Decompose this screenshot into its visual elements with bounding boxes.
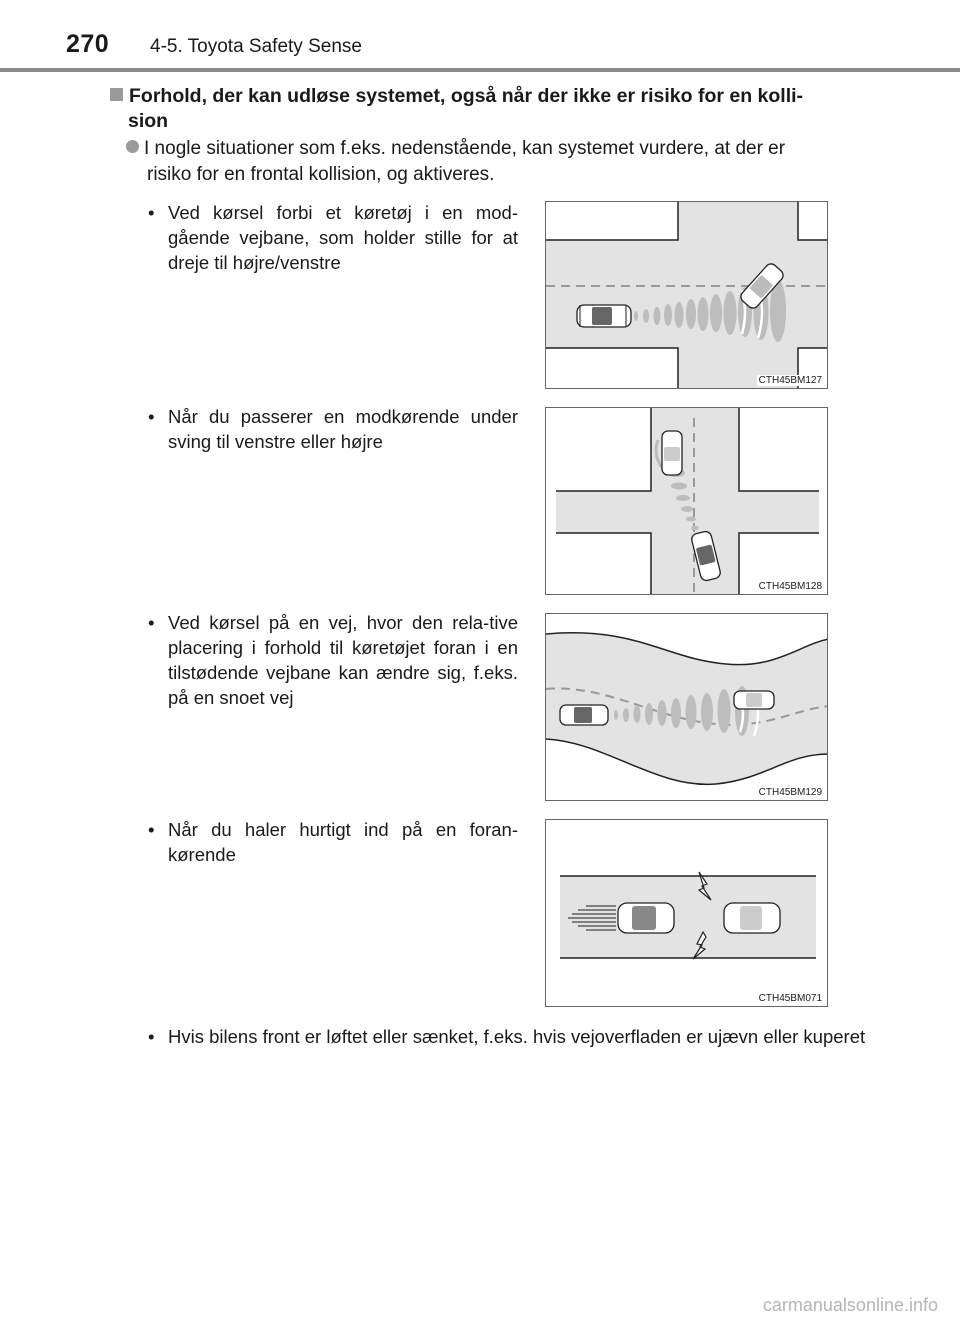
page-number: 270 xyxy=(66,30,110,58)
bullet-text: Når du haler hurtigt ind på en foran-kørende xyxy=(168,819,518,865)
intro-line-1: I nogle situationer som f.eks. nedenstående, kan systemet vurdere, at der er xyxy=(144,138,786,159)
bullet-marker: • xyxy=(148,1026,155,1047)
intro-dot-icon xyxy=(126,140,139,153)
watermark: carmanualsonline.info xyxy=(762,1295,938,1315)
intro-line-2: risiko for en frontal kollision, og aktiveres. xyxy=(147,164,495,185)
figure-code: CTH45BM071 xyxy=(758,993,822,1004)
bullet-item xyxy=(148,610,518,710)
bullet-text: Når du passerer en modkørende under sving til venstre eller højre xyxy=(168,406,518,452)
figure-rapid-approach xyxy=(545,819,828,1007)
bullet-marker: • xyxy=(148,819,155,840)
bullet-item xyxy=(148,1024,868,1049)
heading-line-1: Forhold, der kan udløse systemet, også når der ikke er risiko for en kolli- xyxy=(129,85,804,107)
figure-oncoming-turning xyxy=(545,201,828,389)
section-heading xyxy=(110,84,870,134)
bullet-item xyxy=(148,200,518,275)
bullet-text: Ved kørsel på en vej, hvor den rela-tive placering i forhold til køretøjet foran i en tilstødende vejbane kan ændre sig, f.eks. på en snoet vej xyxy=(168,612,518,708)
bullet-text: Hvis bilens front er løftet eller sænket, f.eks. hvis vejoverfladen er ujævn eller kuperet xyxy=(168,1026,866,1047)
header-rule xyxy=(0,68,960,72)
bullet-marker: • xyxy=(148,612,155,633)
heading-square-icon xyxy=(110,88,123,101)
bullet-text: Ved kørsel forbi et køretøj i en mod-gående vejbane, som holder stille for at dreje til højre/venstre xyxy=(168,202,518,273)
intro-paragraph xyxy=(126,136,866,188)
figure-winding-road xyxy=(545,613,828,801)
figure-code: CTH45BM127 xyxy=(758,375,822,386)
figure-code: CTH45BM128 xyxy=(758,581,822,592)
bullet-item xyxy=(148,404,518,454)
figure-code: CTH45BM129 xyxy=(758,787,822,798)
heading-line-2: sion xyxy=(128,110,169,132)
bullet-marker: • xyxy=(148,406,155,427)
section-title: 4-5. Toyota Safety Sense xyxy=(150,36,362,57)
figure-passing-in-turn xyxy=(545,407,828,595)
bullet-marker: • xyxy=(148,202,155,223)
bullet-item xyxy=(148,817,518,867)
